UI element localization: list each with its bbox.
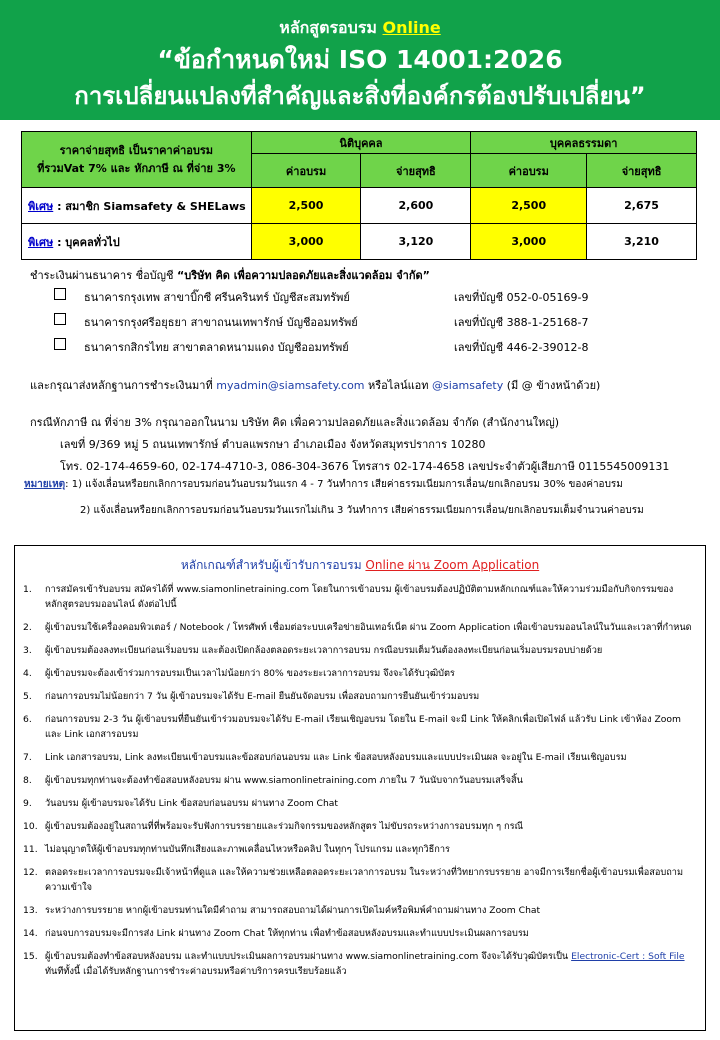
special-tag: พิเศษ	[28, 199, 54, 213]
bank-item	[30, 288, 700, 309]
checkbox-icon	[54, 338, 66, 350]
item-text: ผู้เข้าอบรมทุกท่านจะต้องทำข้อสอบหลังอบรม ผ่าน www.siamonlinetraining.com ภายใน 7 วันนับจากวันอบรมเสร็จสิ้น	[45, 775, 523, 786]
rules-title-text: หลักเกณฑ์สำหรับผู้เข้ารับการอบรม	[180, 558, 366, 572]
price-table-corner	[22, 132, 252, 188]
e-cert-link[interactable]: Electronic-Cert : Soft File	[571, 951, 685, 962]
banner-online-label: Online	[382, 18, 441, 37]
row-label-text: : สมาชิก Siamsafety & SHELaws	[53, 199, 246, 213]
tax-address: เลขที่ 9/369 หมู่ 5 ถนนเทพารักษ์ ตำบลแพรกษา อำเภอเมือง จังหวัดสมุทรปราการ 10280	[60, 438, 486, 451]
group-person-header: บุคคลธรรมดา	[471, 132, 697, 154]
item-number: 13.	[23, 905, 38, 916]
bank-account: เลขที่บัญชี 052-0-05169-9	[454, 291, 589, 304]
item-text: วันอบรม ผู้เข้าอบรมจะได้รับ Link ข้อสอบก่อนอบรม ผ่านทาง Zoom Chat	[45, 798, 339, 809]
item-number: 6.	[23, 714, 32, 725]
bank-item	[30, 338, 700, 359]
list-item	[23, 903, 693, 918]
item-number: 4.	[23, 668, 32, 679]
item-number: 9.	[23, 798, 32, 809]
list-item	[23, 689, 693, 704]
item-text-after: ทันทีทั้งนี้ เมื่อได้รับหลักฐานการชำระค่าอบรมหรือค่าบริการครบเรียบร้อยแล้ว	[45, 966, 347, 977]
item-text: การสมัครเข้ารับอบรม สมัครได้ที่ www.siamonlinetraining.com โดยในการเข้าอบรม ผู้เข้าอบรมต้องปฏิบัติตามหลักเกณฑ์และให้ความร่วมมือกับกิจกรรมของหลักสูตรอบรมออนไลน์ ดังต่อไปนี้	[45, 584, 674, 610]
tax-section	[30, 412, 700, 478]
item-number: 8.	[23, 775, 32, 786]
corner-label-2: ที่รวมVat 7% และ หักภาษี ณ ที่จ่าย 3%	[37, 161, 236, 175]
course-banner	[0, 0, 720, 120]
item-number: 2.	[23, 622, 32, 633]
list-item	[23, 819, 693, 834]
item-number: 15.	[23, 951, 38, 962]
item-number: 3.	[23, 645, 32, 656]
row-label	[22, 224, 252, 260]
item-text: ก่อนการอบรมไม่น้อยกว่า 7 วัน ผู้เข้าอบรมจะได้รับ E-mail ยืนยันจัดอบรม เพื่อสอบถามการยืนยันเข้าร่วมอบรม	[45, 691, 480, 702]
person-fee-cell: 3,000	[471, 224, 587, 260]
list-item	[23, 865, 693, 895]
item-text: ก่อนการอบรม 2-3 วัน ผู้เข้าอบรมที่ยืนยันเข้าร่วมอบรมจะได้รับ E-mail เรียนเชิญอบรม โดยใน E-mail จะมี Link ให้คลิกเพื่อเปิดไฟล์ แล้วรับ Link เข้าห้อง Zoom และ Link เอกสารอบรม	[45, 714, 681, 740]
checkbox-icon	[54, 288, 66, 300]
bank-item	[30, 313, 700, 334]
item-number: 14.	[23, 928, 38, 939]
evidence-email-link[interactable]: myadmin@siamsafety.com	[216, 379, 365, 392]
table-row	[22, 224, 697, 260]
bank-account: เลขที่บัญชี 446-2-39012-8	[454, 341, 589, 354]
item-text: ไม่อนุญาตให้ผู้เข้าอบรมทุกท่านบันทึกเสียงและภาพเคลื่อนไหวหรือคลิป ในทุกๆ โปรแกรม และทุกวิธีการ	[45, 844, 450, 855]
item-text: ก่อนจบการอบรมจะมีการส่ง Link ผ่านทาง Zoom Chat ให้ทุกท่าน เพื่อทำข้อสอบหลังอบรมและทำแบบประเมินผลการอบรม	[45, 928, 529, 939]
col-juristic-net: จ่ายสุทธิ	[361, 154, 471, 188]
item-text: ผู้เข้าอบรมใช้เครื่องคอมพิวเตอร์ / Notebook / โทรศัพท์ เชื่อมต่อระบบเครือข่ายอินเทอร์เน็ต ผ่าน Zoom Application เพื่อเข้าอบรมออนไลน์ในวันและเวลาที่กำหนด	[45, 622, 692, 633]
payment-intro-text: ชำระเงินผ่านธนาคาร ชื่อบัญชี	[30, 269, 177, 282]
list-item	[23, 620, 693, 635]
banner-subtitle: การเปลี่ยนแปลงที่สำคัญและสิ่งที่องค์กรต้องปรับเปลี่ยน”	[74, 82, 646, 110]
evidence-line	[30, 376, 700, 394]
notes-label: หมายเหตุ	[24, 479, 66, 490]
tax-contact: โทร. 02-174-4659-60, 02-174-4710-3, 086-304-3676 โทรสาร 02-174-4658 เลขประจำตัวผู้เสียภาษี 0115545009131	[60, 460, 670, 473]
rules-list	[23, 582, 693, 987]
item-number: 5.	[23, 691, 32, 702]
person-net-cell: 2,675	[587, 188, 697, 224]
item-text: ผู้เข้าอบรมต้องลงทะเบียนก่อนเริ่มอบรม และต้องเปิดกล้องตลอดระยะเวลาการอบรม กรณีอบรมเต็มวันต้องลงทะเบียนก่อนเริ่มอบรมรอบบ่ายด้วย	[45, 645, 603, 656]
payment-section	[30, 266, 700, 359]
special-tag: พิเศษ	[28, 235, 54, 249]
list-item	[23, 712, 693, 742]
row-label-text: : บุคคลทั่วไป	[53, 235, 120, 249]
notes-section	[24, 472, 704, 524]
corner-label-1: ราคาจ่ายสุทธิ เป็นราคาค่าอบรม	[59, 143, 214, 157]
list-item	[23, 773, 693, 788]
checkbox-icon	[54, 313, 66, 325]
col-person-net: จ่ายสุทธิ	[587, 154, 697, 188]
bank-account: เลขที่บัญชี 388-1-25168-7	[454, 316, 589, 329]
item-number: 7.	[23, 752, 32, 763]
tax-line-1: กรณีหักภาษี ณ ที่จ่าย 3% กรุณาออกในนาม บริษัท คิด เพื่อความปลอดภัยและสิ่งแวดล้อม จำกัด (สำนักงานใหญ่)	[30, 416, 560, 429]
row-label	[22, 188, 252, 224]
rules-title-online: Online ผ่าน Zoom Application	[365, 558, 540, 572]
list-item	[23, 582, 693, 612]
person-fee-cell: 2,500	[471, 188, 587, 224]
item-number: 1.	[23, 584, 32, 595]
list-item	[23, 666, 693, 681]
col-juristic-fee: ค่าอบรม	[251, 154, 361, 188]
item-number: 11.	[23, 844, 38, 855]
evidence-prefix: และกรุณาส่งหลักฐานการชำระเงินมาที่	[30, 379, 217, 392]
juristic-net-cell: 3,120	[361, 224, 471, 260]
bank-name: ธนาคารกรุงศรีอยุธยา สาขาถนนเทพารักษ์ บัญชีออมทรัพย์	[84, 316, 358, 329]
table-row	[22, 188, 697, 224]
payment-intro	[30, 266, 700, 284]
item-text: Link เอกสารอบรม, Link ลงทะเบียนเข้าอบรมและข้อสอบก่อนอบรม และ Link ข้อสอบหลังอบรมและแบบประเมินผล จะอยู่ใน E-mail เรียนเชิญอบรม	[45, 752, 627, 763]
group-juristic-header: นิติบุคคล	[251, 132, 471, 154]
rules-box	[14, 545, 706, 1031]
bank-name: ธนาคารกรุงเทพ สาขาบิ๊กซี ศรีนครินทร์ บัญชีสะสมทรัพย์	[84, 291, 350, 304]
juristic-net-cell: 2,600	[361, 188, 471, 224]
list-item	[23, 796, 693, 811]
note-1	[24, 472, 704, 498]
col-person-fee: ค่าอบรม	[471, 154, 587, 188]
list-item	[23, 643, 693, 658]
banner-title: “ข้อกำหนดใหม่ ISO 14001:2026	[157, 45, 563, 74]
item-number: 10.	[23, 821, 38, 832]
list-item	[23, 949, 693, 979]
price-table	[21, 131, 697, 260]
note-2: 2) แจ้งเลื่อนหรือยกเลิกการอบรมก่อนวันอบรมวันแรกไม่เกิน 3 วันทำการ เสียค่าธรรมเนียมการเลื่อน/ยกเลิกอบรมเต็มจำนวนค่าอบรม	[80, 505, 644, 516]
item-text: ผู้เข้าอบรมต้องอยู่ในสถานที่ที่พร้อมจะรับฟังการบรรยายและร่วมกิจกรรมของหลักสูตร ไม่ขับรถระหว่างการอบรมทุก ๆ กรณี	[45, 821, 524, 832]
list-item	[23, 842, 693, 857]
item-text: ผู้เข้าอบรมต้องทำข้อสอบหลังอบรม และทำแบบประเมินผลการอบรมผ่านทาง www.siamonlinetraining.com จึงจะได้รับวุฒิบัตรเป็น	[45, 951, 572, 962]
line-id-link[interactable]: @siamsafety	[432, 379, 504, 392]
evidence-suffix: (มี @ ข้างหน้าด้วย)	[503, 379, 601, 392]
item-text: ตลอดระยะเวลาการอบรมจะมีเจ้าหน้าที่ดูแล และให้ความช่วยเหลือตลอดระยะเวลาการอบรม ในระหว่างที่วิทยากรบรรยาย อาจมีการเรียกชื่อผู้เข้าอบรมเพื่อสอบถามความเข้าใจ	[45, 867, 684, 893]
list-item	[23, 750, 693, 765]
bank-name: ธนาคารกสิกรไทย สาขาตลาดหนามแดง บัญชีออมทรัพย์	[84, 341, 349, 354]
list-item	[23, 926, 693, 941]
item-text: ระหว่างการบรรยาย หากผู้เข้าอบรมท่านใดมีคำถาม สามารถสอบถามได้ผ่านการเปิดไมค์หรือพิมพ์คำถามผ่านทาง Zoom Chat	[45, 905, 541, 916]
item-number: 12.	[23, 867, 38, 878]
rules-title	[15, 556, 705, 575]
juristic-fee-cell: 2,500	[251, 188, 361, 224]
banner-course-line	[0, 16, 720, 41]
evidence-middle: หรือไลน์แอท	[364, 379, 433, 392]
person-net-cell: 3,210	[587, 224, 697, 260]
juristic-fee-cell: 3,000	[251, 224, 361, 260]
account-name: “บริษัท คิด เพื่อความปลอดภัยและสิ่งแวดล้อม จำกัด”	[177, 269, 430, 282]
item-text: ผู้เข้าอบรมจะต้องเข้าร่วมการอบรมเป็นเวลาไม่น้อยกว่า 80% ของระยะเวลาการอบรม จึงจะได้รับวุฒิบัตร	[45, 668, 455, 679]
banner-course-label: หลักสูตรอบรม	[279, 18, 383, 37]
note-1-text: : 1) แจ้งเลื่อนหรือยกเลิกการอบรมก่อนวันอบรมวันแรก 4 - 7 วันทำการ เสียค่าธรรมเนียมการเลื่อน/ยกเลิกอบรม 30% ของค่าอบรม	[65, 479, 623, 490]
